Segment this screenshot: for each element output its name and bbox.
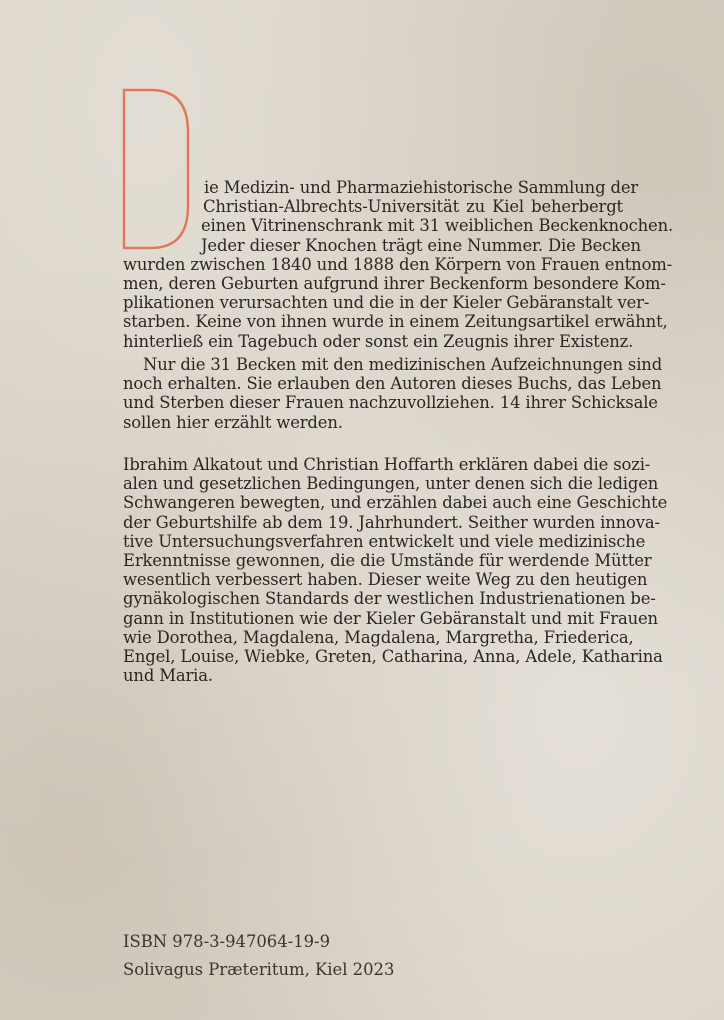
text-line: Schwangeren bewegten, und erzählen dabei auch eine Geschichte	[123, 493, 668, 513]
text-line: gann in Institutionen wie der Kieler Gebäranstalt und mit Frauen	[123, 608, 658, 628]
paragraph-3	[123, 455, 668, 686]
text-line: ie Medizin- und Pharmaziehistorische Sammlung der	[204, 178, 639, 197]
text-line: der Geburtshilfe ab dem 19. Jahrhundert. Seither wurden innova-	[123, 512, 660, 532]
text-line: men, deren Geburten aufgrund ihrer Beckenform besondere Kom-	[123, 273, 666, 293]
isbn: ISBN 978-3-947064-19-9	[123, 932, 331, 951]
text-line: sollen hier erzählt werden.	[123, 412, 343, 432]
text-line: hinterließ ein Tagebuch oder sonst ein Zeugnis ihrer Existenz.	[123, 331, 634, 351]
text-line: alen und gesetzlichen Bedingungen, unter denen sich die ledigen	[123, 474, 659, 494]
text-line: und Maria.	[123, 666, 213, 686]
text-line: tive Untersuchungsverfahren entwickelt und viele medizinische	[123, 531, 646, 551]
text-line: Nur die 31 Becken mit den medizinischen Aufzeichnungen sind	[143, 355, 663, 374]
text-line: einen Vitrinenschrank mit 31 weiblichen Beckenknochen.	[201, 216, 674, 236]
text-line: wie Dorothea, Magdalena, Magdalena, Margretha, Friederica,	[123, 627, 634, 647]
text-line: Christian-Albrechts-Universität zu Kiel beherbergt	[203, 197, 623, 217]
text-line: Jeder dieser Knochen trägt eine Nummer. Die Becken	[201, 235, 641, 255]
text-line: Erkenntnisse gewonnen, die die Umstände für werdende Mütter	[123, 550, 652, 570]
text-line: und Sterben dieser Frauen nachzuvollziehen. 14 ihrer Schicksale	[123, 393, 658, 413]
text-line: wurden zwischen 1840 und 1888 den Körpern von Frauen entnom-	[123, 254, 673, 274]
imprint	[123, 928, 394, 984]
paragraph-2	[123, 355, 663, 432]
paragraph-1	[123, 178, 674, 351]
text-line: Engel, Louise, Wiebke, Greten, Catharina, Anna, Adele, Katharina	[123, 646, 663, 666]
publisher-line: Solivagus Præteritum, Kiel 2023	[123, 960, 395, 979]
text-line: Ibrahim Alkatout und Christian Hoffarth erklären dabei die sozi-	[123, 455, 651, 474]
text-line: noch erhalten. Sie erlauben den Autoren dieses Buchs, das Leben	[123, 374, 662, 394]
text-line: plikationen verursachten und die in der Kieler Gebäranstalt ver-	[123, 293, 650, 313]
text-line: gynäkologischen Standards der westlichen Industrienationen be-	[123, 589, 656, 609]
text-line: starben. Keine von ihnen wurde in einem Zeitungsartikel erwähnt,	[123, 312, 668, 332]
text-line: wesentlich verbessert haben. Dieser weite Weg zu den heutigen	[123, 570, 648, 590]
